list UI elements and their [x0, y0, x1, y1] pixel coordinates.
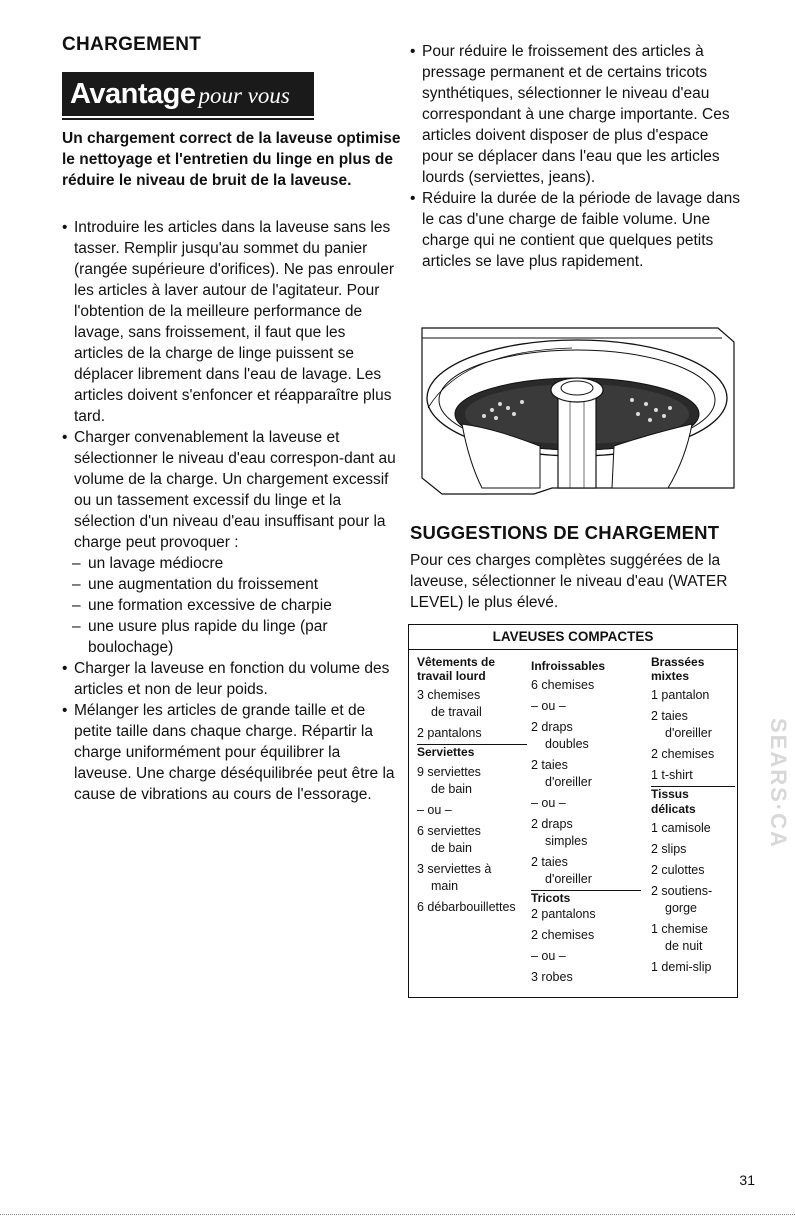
bullet-list-left-2 — [62, 658, 396, 805]
right-column — [410, 41, 740, 272]
table-cell: 2 draps — [531, 817, 573, 831]
suggestions-title: SUGGESTIONS DE CHARGEMENT — [410, 522, 720, 543]
column-header: Vêtements de — [417, 655, 496, 669]
suggestions-body: Pour ces charges complètes suggérées de la laveuse, sélectionner le niveau d'eau (WATER LEVEL) le plus élevé. — [410, 552, 728, 611]
table-cell: 2 chemises — [531, 928, 595, 942]
table-cell: 2 chemises — [651, 747, 715, 761]
bullet-list-right — [410, 41, 740, 272]
subheader: Serviettes — [417, 744, 527, 760]
table-cell: 2 taies — [651, 709, 688, 723]
table-cell: simples — [545, 834, 588, 848]
table-cell: 2 slips — [651, 842, 687, 856]
table-cell: d'oreiller — [665, 726, 712, 740]
badge-underline — [62, 118, 314, 120]
table-cell: main — [431, 879, 459, 893]
table-cell: de travail — [431, 705, 482, 719]
advantage-badge — [62, 72, 314, 116]
table-cell: gorge — [665, 901, 697, 915]
table-title: LAVEUSES COMPACTES — [409, 625, 737, 650]
subheader: Tricots — [531, 890, 641, 906]
table-cell: 6 chemises — [531, 678, 595, 692]
table-cell: de bain — [431, 841, 473, 855]
table-cell: – ou – — [417, 803, 452, 817]
sub-item: – un lavage médiocre — [72, 553, 396, 574]
sub-item: – une augmentation du froissement — [72, 574, 396, 595]
table-cell: 2 taies — [531, 758, 568, 772]
table-cell: 2 soutiens- — [651, 884, 713, 898]
table-cell: doubles — [545, 737, 589, 751]
sub-list — [62, 553, 396, 658]
subheader: Tissus — [651, 786, 735, 802]
intro-paragraph: Un chargement correct de la laveuse optimise le nettoyage et l'entretien du linge en plus de réduire le niveau de bruit de la laveuse. — [62, 130, 401, 189]
column-header: mixtes — [651, 669, 690, 683]
table-cell: d'oreiller — [545, 775, 592, 789]
badge-italic-text: pour vous — [198, 83, 290, 108]
washer-tub-illustration — [422, 328, 734, 494]
table-cell: d'oreiller — [545, 872, 592, 886]
column-header: Brassées — [651, 655, 705, 669]
table-cell: 1 pantalon — [651, 688, 710, 702]
table-column-wrinkle-free — [531, 655, 641, 986]
footer-rule — [0, 1214, 795, 1216]
table-cell: 1 chemise — [651, 922, 708, 936]
table-cell: 2 pantalons — [417, 726, 482, 740]
bullet-item: • Mélanger les articles de grande taille et de petite taille dans chaque charge. Répartir la charge uniformément pour équilibrer la laveuse. Une charge déséquilibrée peut être la cause de vibrations au cours de l'essorage. — [62, 700, 396, 805]
badge-main-text: Avantage — [70, 78, 196, 110]
sub-item: – une usure plus rapide du linge (par boulochage) — [72, 616, 396, 658]
column-header: Infroissables — [531, 659, 606, 673]
table-cell: 2 draps — [531, 720, 573, 734]
bullet-item: • Pour réduire le froissement des articles à pressage permanent et de certains tricots synthétiques, sélectionner le niveau d'eau correspondant à une charge importante. Ces articles doivent disposer de plus d'espace pour se déplacer dans l'eau que les articles lourds (serviettes, jeans). — [410, 41, 740, 188]
table-cell: 9 serviettes — [417, 765, 481, 779]
subheader: délicats — [651, 802, 696, 816]
table-cell: 6 serviettes — [417, 824, 481, 838]
bullet-item: • Réduire la durée de la période de lavage dans le cas d'une charge de faible volume. Une charge qui ne contient que quelques petits articles se lave plus rapidement. — [410, 188, 740, 272]
left-column — [62, 217, 396, 805]
table-cell: de bain — [431, 782, 473, 796]
table-cell: 3 robes — [531, 970, 573, 984]
table-cell: 2 pantalons — [531, 907, 596, 921]
table-cell: – ou – — [531, 796, 566, 810]
table-cell: 1 t-shirt — [651, 768, 693, 782]
bullet-item: • Charger convenablement la laveuse et sélectionner le niveau d'eau correspon-dant au volume de la charge. Un chargement excessif ou un tassement excessif du linge et la sélection d'un niveau d'eau insuffisant pour la charge peut provoquer : — [62, 427, 396, 553]
section-title: CHARGEMENT — [62, 34, 202, 55]
watermark-text: SEARS·CA — [766, 718, 791, 849]
table-cell: de nuit — [665, 939, 703, 953]
table-column-mixed — [651, 655, 735, 976]
table-cell: 1 camisole — [651, 821, 711, 835]
column-header: travail lourd — [417, 669, 486, 683]
sub-item: – une formation excessive de charpie — [72, 595, 396, 616]
table-cell: – ou – — [531, 949, 566, 963]
table-cell: – ou – — [531, 699, 566, 713]
table-cell: 3 chemises — [417, 688, 481, 702]
sears-watermark — [751, 716, 791, 872]
page-number: 31 — [739, 1172, 755, 1188]
bullet-list-left — [62, 217, 396, 553]
table-cell: 3 serviettes à — [417, 862, 492, 876]
bullet-item: • Charger la laveuse en fonction du volume des articles et non de leur poids. — [62, 658, 396, 700]
table-cell: 2 taies — [531, 855, 568, 869]
bullet-item: • Introduire les articles dans la laveuse sans les tasser. Remplir jusqu'au sommet du panier (rangée supérieure d'orifices). Ne pas enrouler les articles à laver autour de l'agitateur. Pour l'obtention de la meilleure performance de lavage, sans froissement, il faut que les articles de la charge de linge puissent se déplacer librement dans l'eau de lavage. Les articles doivent s'enfoncer et réapparaître plus tard. — [62, 217, 396, 427]
table-cell: 2 culottes — [651, 863, 705, 877]
table-cell: 1 demi-slip — [651, 960, 712, 974]
table-column-heavy — [417, 655, 527, 916]
table-cell: 6 débarbouillettes — [417, 900, 516, 914]
load-table — [408, 624, 738, 998]
